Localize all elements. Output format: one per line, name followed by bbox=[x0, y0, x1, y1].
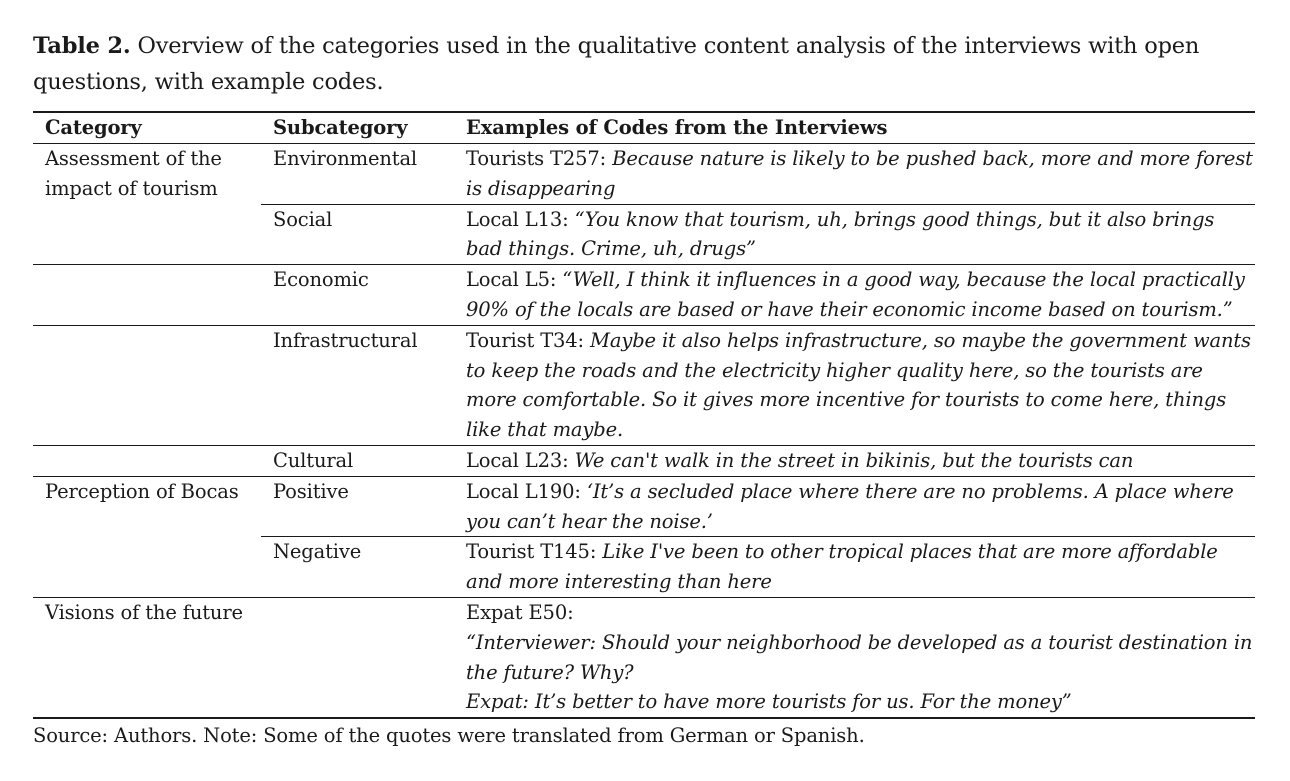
example-cell bbox=[454, 265, 1255, 326]
header-subcategory: Subcategory bbox=[273, 116, 408, 139]
example-speaker: Local L190: bbox=[466, 479, 587, 503]
table-row bbox=[33, 144, 1255, 205]
table-row bbox=[33, 476, 1255, 537]
example-quote: ‘It’s a secluded place where there are no problems. A place where you can’t hear the noise.’ bbox=[466, 479, 1234, 533]
example-speaker: Local L23: bbox=[466, 448, 575, 472]
subcategory-cell: Positive bbox=[261, 476, 454, 537]
category-cell bbox=[33, 265, 261, 326]
example-speaker: Local L5: bbox=[466, 268, 563, 292]
example-quote: Maybe it also helps infrastructure, so maybe the government wants to keep the roads and the electricity higher quality here, so the tourists are more comfortable. So it gives more incentive for tourists to come here, things like that maybe. bbox=[466, 328, 1251, 442]
table-row bbox=[33, 204, 1255, 265]
header-category: Category bbox=[45, 116, 142, 139]
table-caption-label: Table 2. bbox=[33, 33, 131, 59]
category-cell: Visions of the future bbox=[33, 597, 261, 718]
table-row bbox=[33, 325, 1255, 445]
example-cell bbox=[454, 597, 1255, 718]
table-header-row bbox=[33, 112, 1255, 144]
subcategory-cell: Social bbox=[261, 204, 454, 265]
subcategory-cell: Environmental bbox=[261, 144, 454, 205]
source-note: Source: Authors. Note: Some of the quotes were translated from German or Spanish. bbox=[33, 724, 865, 747]
example-cell bbox=[454, 204, 1255, 265]
categories-table bbox=[33, 111, 1255, 719]
header-examples: Examples of Codes from the Interviews bbox=[466, 116, 888, 139]
example-quote: Like I've been to other tropical places that are more affordable and more interesting than here bbox=[466, 540, 1218, 594]
table-caption-text: Overview of the categories used in the qualitative content analysis of the interviews with open questions, with example codes. bbox=[33, 33, 1200, 95]
table-caption bbox=[33, 28, 1258, 100]
subcategory-cell bbox=[261, 597, 454, 718]
example-cell bbox=[454, 325, 1255, 445]
example-speaker: Tourist T34: bbox=[466, 328, 591, 352]
category-cell bbox=[33, 537, 261, 598]
example-quote: “You know that tourism, uh, brings good things, but it also brings bad things. Crime, uh, drugs” bbox=[466, 207, 1215, 261]
category-cell bbox=[33, 445, 261, 476]
example-quote-line: “Interviewer: Should your neighborhood be developed as a tourist destination in the future? Why? bbox=[466, 630, 1253, 684]
example-speaker: Tourist T145: bbox=[466, 540, 603, 564]
example-cell bbox=[454, 537, 1255, 598]
category-cell: Perception of Bocas bbox=[45, 479, 239, 503]
example-cell bbox=[454, 445, 1255, 476]
table-row bbox=[33, 537, 1255, 598]
table-row bbox=[33, 265, 1255, 326]
table-row bbox=[33, 597, 1255, 718]
category-cell: Assessment of the impact of tourism bbox=[45, 147, 222, 200]
example-quote: “Well, I think it influences in a good way, because the local practically 90% of the locals are based or have their economic income based on tourism.” bbox=[466, 268, 1245, 321]
example-cell bbox=[454, 144, 1255, 205]
example-quote: Because nature is likely to be pushed back, more and more forest is disappearing bbox=[466, 147, 1253, 200]
subcategory-cell: Economic bbox=[261, 265, 454, 326]
subcategory-cell: Infrastructural bbox=[261, 325, 454, 445]
example-quote: We can't walk in the street in bikinis, but the tourists can bbox=[574, 448, 1134, 472]
example-quote-line: Expat: It’s better to have more tourists for us. For the money” bbox=[466, 690, 1072, 714]
subcategory-cell: Cultural bbox=[261, 445, 454, 476]
example-cell bbox=[454, 476, 1255, 537]
category-cell bbox=[33, 325, 261, 445]
example-speaker: Tourists T257: bbox=[466, 147, 613, 170]
subcategory-cell: Negative bbox=[261, 537, 454, 598]
category-cell bbox=[33, 204, 261, 265]
example-speaker: Expat E50: bbox=[466, 600, 574, 624]
table-row bbox=[33, 445, 1255, 476]
example-speaker: Local L13: bbox=[466, 207, 575, 231]
